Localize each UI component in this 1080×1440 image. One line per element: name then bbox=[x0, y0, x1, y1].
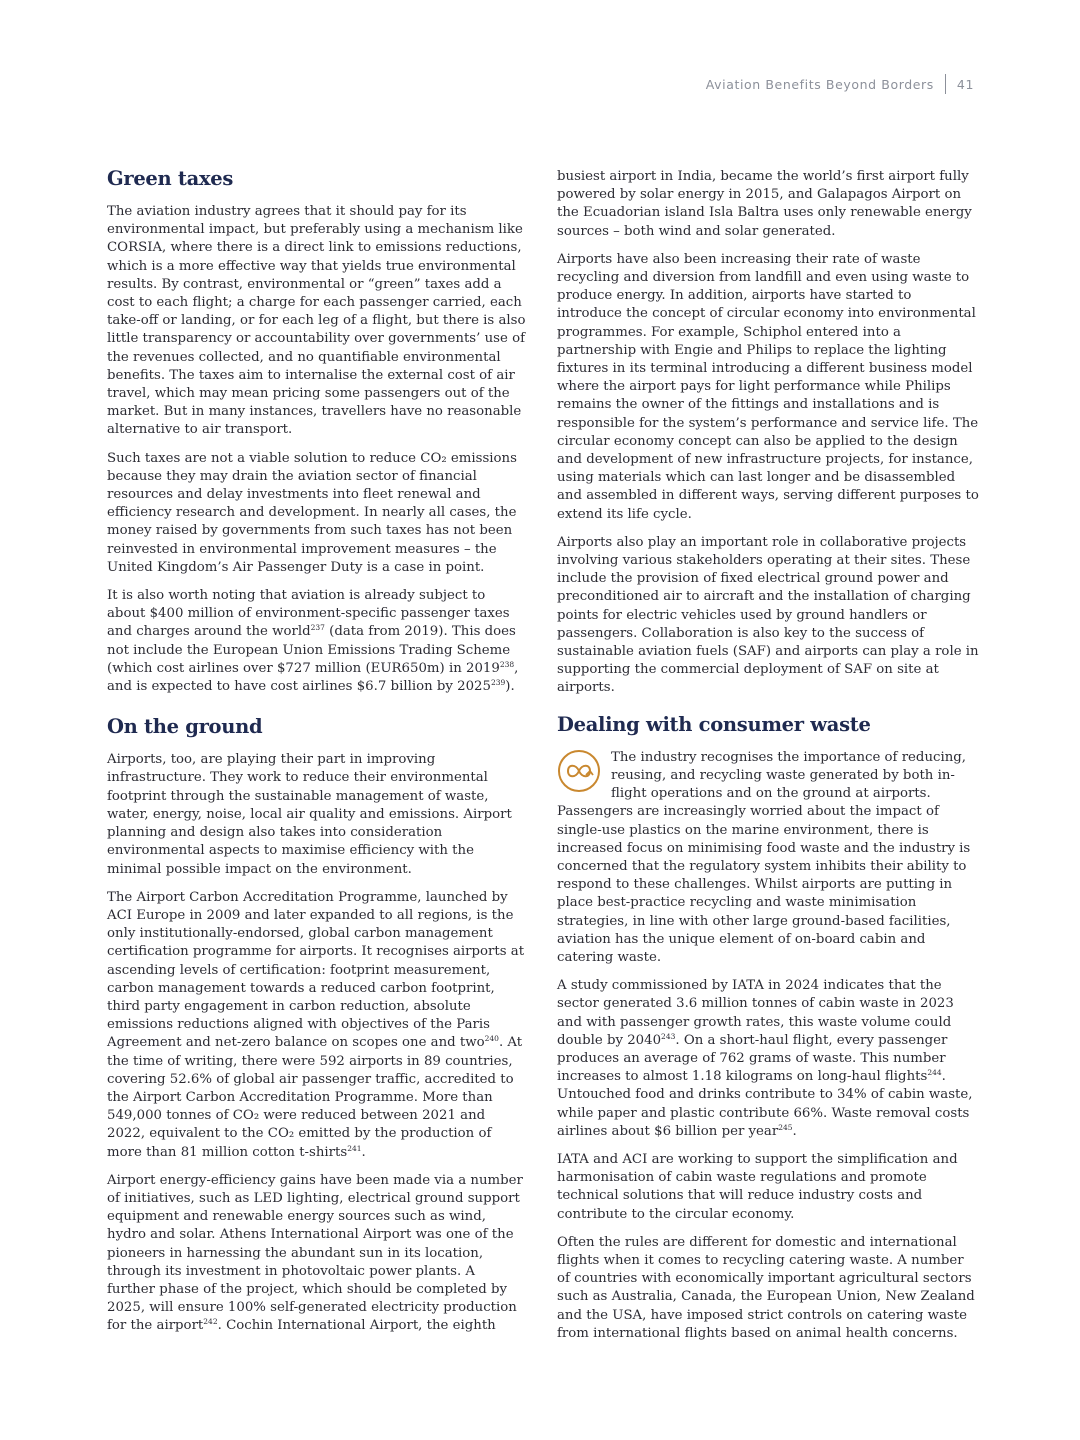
green-taxes-paragraph-2: Such taxes are not a viable solution to reduce CO₂ emissions because they may drain the aviation sector of financial resources and delay investments into fleet renewal and efficiency research and development. In nearly all cases, the money raised by governments from such taxes has not been reinvested in environmental improvement measures – the United Kingdom’s Air Passenger Duty is a case in point. bbox=[107, 450, 517, 575]
waste-recycling-paragraph: Airports have also been increasing their rate of waste recycling and diversion from landfill and even using waste to produce energy. In addition, airports have started to introduce the concept of circular economy into environmental programmes. For example, Schiphol entered into a partnership with Engie and Philips to replace the lighting fixtures in its terminal introducing a different business model where the airport pays for light performance while Philips remains the owner of the fittings and installations and is responsible for the system’s performance and service life. The circular economy concept can also be applied to the design and development of new infrastructure projects, for instance, using materials which can last longer and be disassembled and assembled in different ways, serving different purposes to extend its life cycle. bbox=[557, 251, 979, 522]
right-column bbox=[557, 168, 979, 1353]
circular-economy-icon bbox=[557, 749, 601, 793]
consumer-waste-paragraph-4: Often the rules are different for domestic and international flights when it comes to recycling catering waste. A number of countries with economically important agricultural sectors such as Australia, Canada, the European Union, New Zealand and the USA, have imposed strict controls on catering waste from international flights based on animal health concerns. bbox=[557, 1234, 975, 1341]
footnote-ref: 238 bbox=[499, 659, 515, 669]
footnote-ref: 239 bbox=[490, 678, 506, 688]
left-column bbox=[107, 166, 526, 1346]
collaboration-paragraph: Airports also play an important role in collaborative projects involving various stakeholders operating at their sites. These include the provision of fixed electrical ground power and preconditioned air to aircraft and the installation of charging points for electric vehicles used by ground handlers or passengers. Collaboration is also key to the success of sustainable aviation fuels (SAF) and airports can play a role in supporting the commercial deployment of SAF on site at airports. bbox=[557, 534, 979, 696]
footnote-ref: 245 bbox=[778, 1122, 793, 1132]
consumer-waste-paragraph-3: IATA and ACI are working to support the simplification and harmonisation of cabin waste regulations and promote technical solutions that will reduce industry costs and contribute to the circular economy. bbox=[557, 1151, 958, 1222]
footnote-ref: 242 bbox=[203, 1317, 218, 1327]
green-taxes-paragraph-1: The aviation industry agrees that it should pay for its environmental impact, but preferably using a mechanism like CORSIA, where there is a direct link to emissions reductions, which is a more effective way that yields true environmental results. By contrast, environmental or “green” taxes add a cost to each flight; a charge for each passenger carried, each take-off or landing, or for each leg of a flight, but there is also little transparency or accountability over governments’ use of the revenues collected, and no quantifiable environmental benefits. The taxes aim to internalise the external cost of air travel, which may mean pricing some passengers out of the market. But in many instances, travellers have no reasonable alternative to air transport. bbox=[107, 204, 526, 438]
page-header bbox=[706, 74, 974, 94]
running-title: Aviation Benefits Beyond Borders bbox=[705, 76, 934, 92]
on-the-ground-heading: On the ground bbox=[107, 715, 263, 739]
green-taxes-heading: Green taxes bbox=[107, 167, 234, 190]
continued-paragraph: busiest airport in India, became the world’s first airport fully powered by solar energy in 2015, and Galapagos Airport on the Ecuadorian island Isla Baltra uses only renewable energy sources – both wind and solar generated. bbox=[557, 169, 972, 239]
page-number: 41 bbox=[956, 76, 974, 92]
on-the-ground-paragraph-1: Airports, too, are playing their part in improving infrastructure. They work to reduce their environmental footprint through the sustainable management of waste, water, energy, noise, local air quality and emissions. Airport planning and design also takes into consideration environmental aspects to maximise efficiency with the minimal possible impact on the environment. bbox=[107, 752, 512, 877]
footnote-ref: 240 bbox=[484, 1034, 499, 1044]
green-taxes-paragraph-3: It is also worth noting that aviation is already subject to about $400 million of environment-specific passenger taxes and charges around the world$^{237}$ (data from 2019). This does not include the European Union Emissions Trading Scheme (which cost airlines over $727 million (EUR650m) in 2019$^{238}$, and is expected to have cost airlines $6.7 billion by 2025$^{239}$). bbox=[107, 588, 519, 695]
consumer-waste-paragraph-1: The industry recognises the importance of reducing, reusing, and recycling waste generated by both in-flight operations and on the ground at airports. Passengers are increasingly worried about the impact of single-use plastics on the marine environment, there is increased focus on minimising food waste and the industry is concerned that the regulatory system inhibits their ability to respond to these challenges. Whilst airports are putting in place best-practice recycling and waste minimisation strategies, in line with other large ground-based facilities, aviation has the unique element of on-board cabin and catering waste. bbox=[557, 749, 971, 965]
on-the-ground-paragraph-3: Airport energy-efficiency gains have been made via a number of initiatives, such as LED lighting, electrical ground support equipment and renewable energy sources such as wind, hydro and solar. Athens International Airport was one of the pioneers in harnessing the abundant sun in its location, through its investment in photovoltaic power plants. A further phase of the project, which should be completed by 2025, will ensure 100% self-generated electricity production for the airport$^{242}$. Cochin International Airport, the eighth bbox=[107, 1172, 523, 1334]
on-the-ground-paragraph-2: The Airport Carbon Accreditation Programme, launched by ACI Europe in 2009 and later expanded to all regions, is the only institutionally-endorsed, global carbon management certification programme for airports. It recognises airports at ascending levels of certification: footprint measurement, carbon management towards a reduced carbon footprint, third party engagement in carbon reduction, absolute emissions reductions aligned with objectives of the Paris Agreement and net-zero balance on scopes one and two$^{240}$. At the time of writing, there were 592 airports in 89 countries, covering 52.6% of global air passenger traffic, accredited to the Airport Carbon Accreditation Programme. More than 549,000 tonnes of CO₂ were reduced between 2021 and 2022, equivalent to the CO₂ emitted by the production of more than 81 million cotton t-shirts$^{241}$. bbox=[107, 889, 525, 1160]
consumer-waste-heading: Dealing with consumer waste bbox=[557, 712, 871, 736]
consumer-waste-paragraph-2: A study commissioned by IATA in 2024 indicates that the sector generated 3.6 million tonnes of cabin waste in 2023 and with passenger growth rates, this waste volume could double by 2040$^{243}$. On a short-haul flight, every passenger produces an average of 762 grams of waste. This number increases to almost 1.18 kilograms on long-haul flights$^{244}$. Untouched food and drinks contribute to 34% of cabin waste, while paper and plastic contribute 66%. Waste removal costs airlines about $6 billion per year$^{245}$. bbox=[557, 978, 973, 1139]
consumer-waste-block bbox=[557, 749, 979, 967]
footnote-ref: 237 bbox=[310, 623, 325, 633]
footnote-ref: 243 bbox=[661, 1031, 676, 1041]
footnote-ref: 241 bbox=[347, 1143, 362, 1153]
footnote-ref: 244 bbox=[927, 1068, 942, 1078]
header-divider bbox=[945, 74, 946, 94]
